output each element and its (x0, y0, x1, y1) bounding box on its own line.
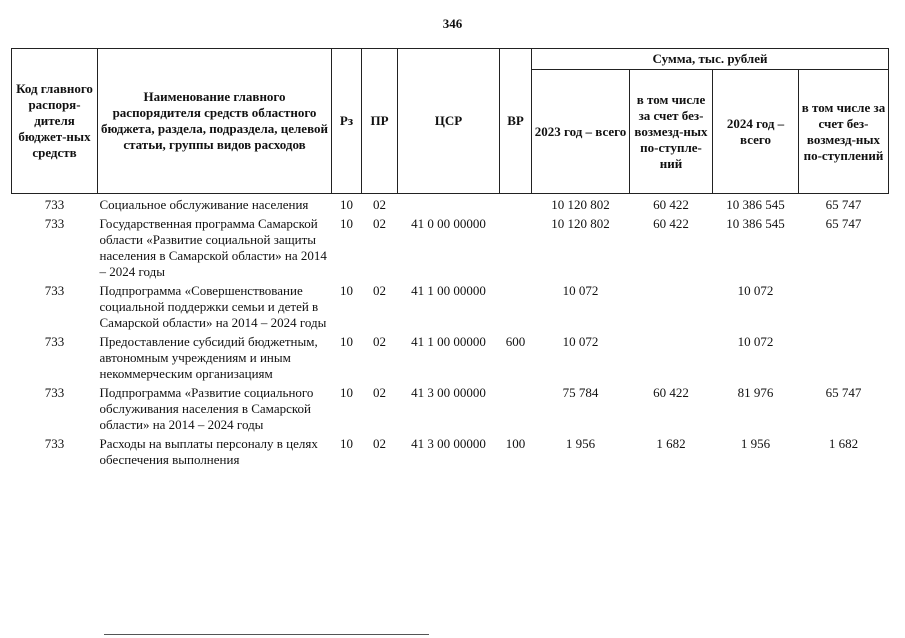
cell-csr: 41 1 00 00000 (411, 334, 486, 349)
header-name: Наименование главного распорядителя средств областного бюджета, раздела, подраздела, целевой статьи, группы видов расходов (98, 49, 332, 194)
header-2024-total: 2024 год – всего (713, 70, 799, 194)
cell-code: 733 (44, 216, 65, 231)
cell-rz: 10 (340, 334, 353, 349)
cell-name: Социальное обслуживание населения (99, 197, 309, 212)
header-2023-total: 2023 год – всего (532, 70, 630, 194)
cell-name: Подпрограмма «Совершенствование социальной поддержки семьи и детей в Самарской области» на 2014 – 2024 годы (99, 283, 327, 330)
header-csr: ЦСР (398, 49, 500, 194)
cell-2023-grants: 1 682 (656, 436, 686, 451)
page-number: 346 (442, 16, 463, 31)
cell-2023-grants: 60 422 (653, 385, 689, 400)
cell-2024: 1 956 (740, 436, 771, 451)
cell-rz: 10 (340, 436, 353, 451)
table-row (12, 194, 889, 215)
cell-name: Государственная программа Самарской области «Развитие социальной защиты населения в Самарской области» на 2014 – 2024 годы (99, 216, 327, 279)
cell-rz: 10 (340, 197, 353, 212)
cell-rz: 10 (340, 385, 353, 400)
cell-2024: 10 072 (737, 283, 774, 298)
header-2024-grants: в том числе за счет без-возмезд-ных по-ступлений (799, 70, 889, 194)
cell-2024-grants (799, 332, 889, 383)
cell-2023-grants (630, 281, 713, 332)
cell-csr: 41 0 00 00000 (411, 216, 486, 231)
cell-code: 733 (44, 385, 65, 400)
cell-vr (500, 281, 532, 332)
cell-rz: 10 (340, 216, 353, 231)
cell-2024-grants: 1 682 (828, 436, 859, 451)
cell-code: 733 (44, 436, 65, 451)
cell-code: 733 (44, 334, 65, 349)
cell-vr (500, 383, 532, 434)
cell-pr: 02 (373, 283, 386, 298)
table-row (12, 332, 889, 383)
cell-pr: 02 (373, 197, 386, 212)
cell-csr: 41 3 00 00000 (411, 385, 486, 400)
cell-2024: 10 386 545 (726, 216, 785, 231)
budget-table (11, 48, 889, 469)
cell-2024-grants: 65 747 (825, 216, 862, 231)
cell-pr: 02 (373, 385, 386, 400)
cell-2023-grants: 60 422 (653, 216, 689, 231)
cell-2024: 10 072 (737, 334, 774, 349)
header-code: Код главного распоря-дителя бюджет-ных средств (12, 49, 98, 194)
table-row (12, 281, 889, 332)
cell-2024: 10 386 545 (726, 197, 785, 212)
header-2023-grants: в том числе за счет без-возмезд-ных по-ступле-ний (630, 70, 713, 194)
header-rz: Рз (332, 49, 362, 194)
cell-name: Подпрограмма «Развитие социального обслуживания населения в Самарской области» на 2014 – 2024 годы (99, 385, 314, 432)
cell-2023: 10 120 802 (551, 216, 610, 231)
cell-2024: 81 976 (737, 385, 774, 400)
cell-code: 733 (44, 197, 65, 212)
cell-code: 733 (44, 283, 65, 298)
table-row (12, 383, 889, 434)
cell-2024-grants: 65 747 (825, 385, 862, 400)
cell-pr: 02 (373, 436, 386, 451)
table-row (12, 434, 889, 469)
cell-vr: 100 (505, 436, 526, 451)
cell-vr (500, 214, 532, 281)
cell-csr (398, 194, 500, 215)
cell-2023: 1 956 (565, 436, 596, 451)
cell-name: Расходы на выплаты персоналу в целях обеспечения выполнения (99, 436, 318, 467)
header-vr: ВР (500, 49, 532, 194)
header-pr: ПР (362, 49, 398, 194)
cell-csr: 41 1 00 00000 (411, 283, 486, 298)
cell-2023: 10 072 (562, 283, 599, 298)
cell-pr: 02 (373, 334, 386, 349)
cell-2023: 75 784 (562, 385, 599, 400)
cell-name: Предоставление субсидий бюджетным, автономным учреждениям и иным некоммерческим организациям (99, 334, 318, 381)
cell-2023-grants: 60 422 (653, 197, 689, 212)
cell-pr: 02 (373, 216, 386, 231)
cell-vr (500, 194, 532, 215)
cell-2024-grants (799, 281, 889, 332)
cell-rz: 10 (340, 283, 353, 298)
footer-rule (104, 634, 429, 635)
cell-vr: 600 (505, 334, 526, 349)
cell-2023-grants (630, 332, 713, 383)
table-row (12, 214, 889, 281)
header-sum-group: Сумма, тыс. рублей (532, 49, 889, 70)
cell-2023: 10 120 802 (551, 197, 610, 212)
cell-csr: 41 3 00 00000 (411, 436, 486, 451)
cell-2024-grants: 65 747 (825, 197, 862, 212)
cell-2023: 10 072 (562, 334, 599, 349)
